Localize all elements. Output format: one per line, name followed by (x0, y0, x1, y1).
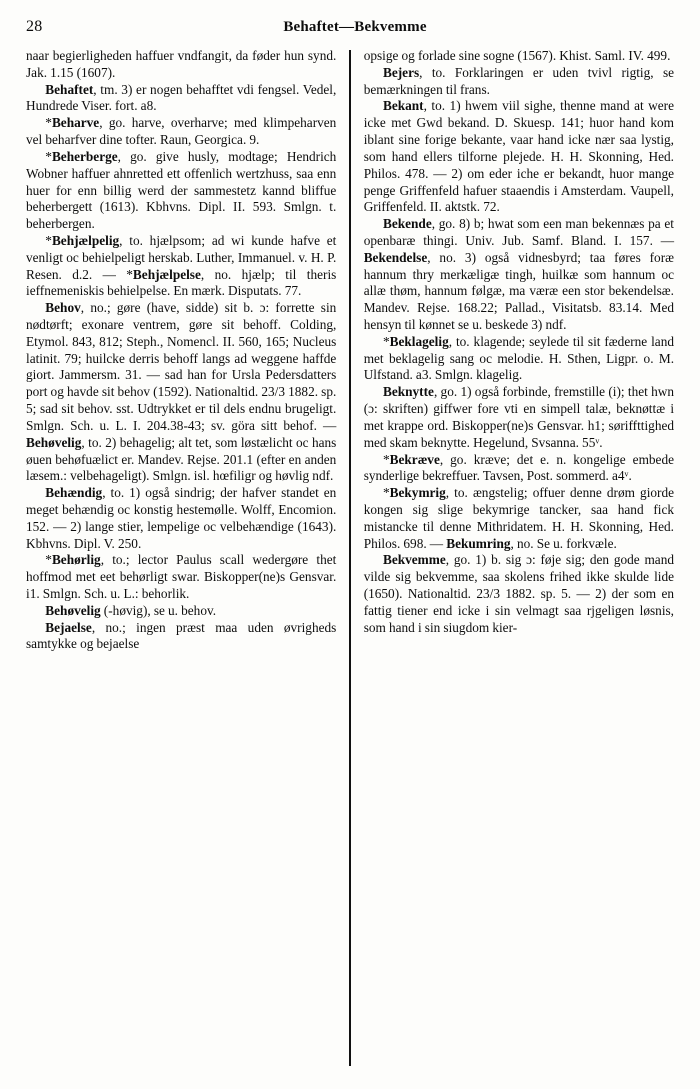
running-head (26, 18, 674, 38)
paragraph: Bekant, to. 1) hwem viil sighe, thenne mand at were icke met Gwd bekand. D. Skuesp. 141; huor hand kom iblant sine forige bekante, vaar hand icke nær saa lystig, som hand ellers tilforne plejede. H. H. Skonning, Hed. Philos. 478. — 2) om eder iche er bekandt, huor mange penge Griffenfeld hafuer staaendis i Amsterdam. Vaupell, Griffenfeld. II. aktstk. 72. (363, 98, 675, 215)
paragraph: Beknytte, go. 1) også forbinde, fremstille (i); thet hwn (ɔ: skriften) giffwer fore vti en simpell talæ, beknøttæ i met krappe ord. Biskopper(ne)s Gensvar. h1; søriffttighed med skam beknytte. Hegelund, Svsanna. 55ᵛ. (363, 384, 675, 450)
paragraph: Bejaelse, no.; ingen præst maa uden øvrigheds samtykke og bejaelse (26, 619, 337, 652)
page-number: 28 (26, 18, 43, 35)
paragraph: Bekende, go. 8) b; hwat som een man bekennæs pa et openbaræ thingi. Univ. Jub. Samf. Bland. I. 157. — Bekendelse, no. 3) også vidnesbyrd; taa føres foræ hannum thry merkæligæ tingh, huilkæ som hannum oc allæ thøm, hannum følgæ, ma væræ een stor bekendelsæ. Mandev. Rejse. 168.22; Pallad., Visitatsb. 83.14. Med hensyn til kønnet se u. beskede 3) ndf. (363, 216, 675, 332)
paragraph: opsige og forlade sine sogne (1567). Khist. Saml. IV. 499. (363, 48, 671, 63)
paragraph: Behov, no.; gøre (have, sidde) sit b. ɔ: forrette sin nødtørft; exonare ventrem, gøre sit behoff. Colding, Etymol. 843, 812; Steph., Nomencl. II. 560, 165; Nucleus latinit. 79; huilcke derris behoff langs ad weggene haffde giort. Jammersm. 31. — sad han for Ursla Pedersdatters port og havde sit behov (1592). Nationaltid. 23/3 1882. sp. 5; sad sit behov. sst. Udtrykket er til dels endnu brugeligt. Smlgn. Sch. u. L. I. 204.38-43; sv. göra sitt behof. — Behøvelig, to. 2) behagelig; alt tet, som løstælicht oc hans øuen behøfuælict er. Mandev. Rejse. 201.1 (efter en anden læsem.: velbehageligt). Smlgn. isl. hœfiligr og høvlig ndf. (26, 300, 337, 484)
paragraph: *Behørlig, to.; lector Paulus scall wedergøre thet hoffmod met eet behørligt swar. Biskopper(ne)s Gensvar. i1. Smlgn. Sch. u. L.: behorlik. (26, 552, 337, 601)
column-right (351, 48, 674, 1068)
column-left (26, 48, 349, 1068)
paragraph: naar begierligheden haffuer vndfangit, da føder hun synd. Jak. 1.15 (1607). (26, 48, 337, 80)
text-columns (26, 48, 674, 1068)
paragraph: Behøvelig (-høvig), se u. behov. (45, 602, 217, 618)
paragraph: Bekvemme, go. 1) b. sig ɔ: føje sig; den gode mand vilde sig bekvemme, saa skolens frihed ikke skulde lide (1650). Nationaltid. 23/3 1882. sp. 5. — 2) der som en fattig tiener end icke i sin velmagt saa rjgeligen løsnis, som hand i sin siugdom kier- (363, 552, 675, 635)
paragraph: Bejers, to. Forklaringen er uden tvivl rigtig, se bemærkningen til frans. (363, 64, 675, 97)
paragraph: Behændig, to. 1) også sindrig; der hafver standet en meget behændig oc konstig hestemølle. Wolff, Encomion. 152. — 2) lange stier, lempelige oc velbehændige (1643). Kbhvns. Dipl. V. 250. (26, 485, 337, 551)
paragraph: *Beherberge, go. give husly, modtage; Hendrich Wobner haffuer ahnretted ett offenlich wertzhuss, saa enn huer for enn billig werd der sammestetz kannd bliffue beherbergett (1613). Kbhvns. Dipl. II. 593. Smlgn. t. beherbergen. (26, 148, 337, 232)
paragraph: *Behjælpelig, to. hjælpsom; ad wi kunde hafve et venligt oc behielpeligt herskab. Luther, Immanuel. v. H. P. Resen. d.2. — *Behjælpelse, no. hjælp; til theris ieffnemeniskis behielpelse. En mærk. Disputats. 77. (26, 232, 337, 299)
paragraph: *Bekræve, go. kræve; det e. n. kongelige embede synderlige bekreffuer. Tavsen, Post. sommerd. a4ᵛ. (363, 451, 675, 484)
paragraph: *Beklagelig, to. klagende; seylede til sit fæderne land met beklagelig sang oc melodie. H. Sthen, Ligpr. o. M. Ulfstand. a3. Smlgn. klagelig. (363, 333, 675, 383)
page-title: Behaftet—Bekvemme (283, 19, 427, 35)
paragraph: *Bekymrig, to. ængstelig; offuer denne drøm giorde kongen sig slige bekymrige tancker, saa hand fick mistancke til denne Mithridatem. H. H. Skonning, Hed. Philos. 698. — Bekumring, no. Se u. forkvæle. (363, 485, 675, 551)
paragraph: *Beharve, go. harve, overharve; med klimpeharven vel beharfver dine tofter. Raun, Georgica. 9. (26, 115, 337, 148)
paragraph: Behaftet, tm. 3) er nogen behafftet vdi fengsel. Vedel, Hundrede Viser. fort. a8. (26, 81, 337, 114)
